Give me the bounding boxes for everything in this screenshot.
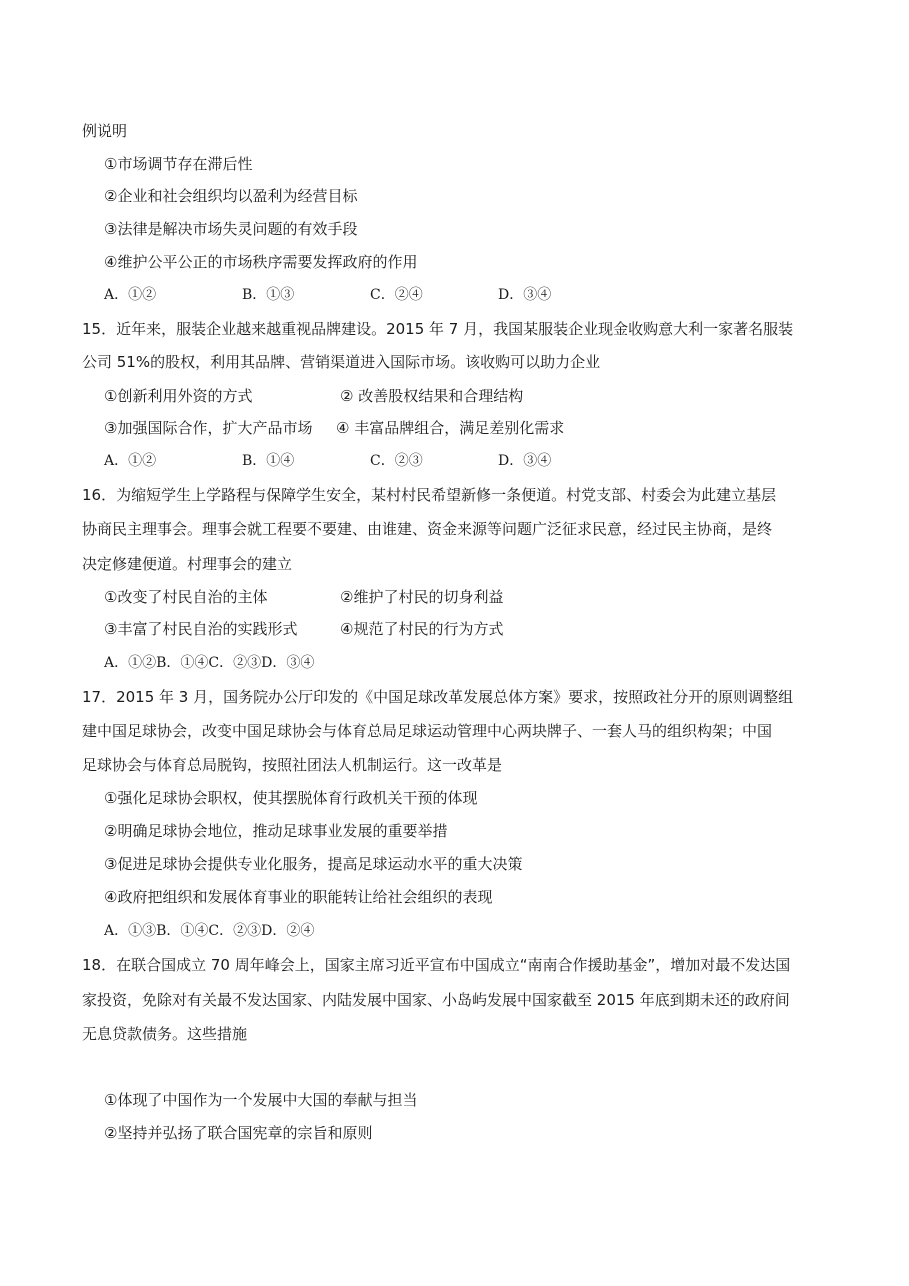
answer-item: ②维护了村民的切身利益 <box>340 588 504 606</box>
question-stem: 建中国足球协会，改变中国足球协会与体育总局足球运动管理中心两块牌子、一套人马的组织构架；中国 <box>82 722 773 740</box>
question-stem: 15．近年来，服装企业越来越重视品牌建设。2015 年 7 月，我国某服装企业现金收购意大利一家著名服装 <box>82 320 794 338</box>
choice-row: A．①②B．①④C．②③D．③④ <box>104 655 315 671</box>
answer-item: ③法律是解决市场失灵问题的有效手段 <box>104 220 358 238</box>
choice-option: B．①④ <box>242 453 295 469</box>
answer-item: ②明确足球协会地位，推动足球事业发展的重要举措 <box>104 822 448 840</box>
answer-item: ③促进足球协会提供专业化服务，提高足球运动水平的重大决策 <box>104 855 523 873</box>
question-stem: 家投资，免除对有关最不发达国家、内陆发展中国家、小岛屿发展中国家截至 2015 年底到期未还的政府间 <box>82 991 790 1009</box>
question-stem: 决定修建便道。村理事会的建立 <box>82 555 293 573</box>
choice-option: D．③④ <box>498 287 552 303</box>
answer-item: ③丰富了村民自治的实践形式 <box>104 620 298 638</box>
question-stem: 16．为缩短学生上学路程与保障学生安全，某村村民希望新修一条便道。村党支部、村委会为此建立基层 <box>82 486 777 504</box>
question-stem: 17．2015 年 3 月，国务院办公厅印发的《中国足球改革发展总体方案》要求，按照政社分开的原则调整组 <box>82 688 794 706</box>
answer-item: ①改变了村民自治的主体 <box>104 588 268 606</box>
choice-option: D．③④ <box>498 453 552 469</box>
choice-option: C．②④ <box>370 287 423 303</box>
answer-item: ④ 丰富品牌组合，满足差别化需求 <box>336 419 565 437</box>
answer-item: ④维护公平公正的市场秩序需要发挥政府的作用 <box>104 253 418 271</box>
question-stem: 足球协会与体育总局脱钩，按照社团法人机制运行。这一改革是 <box>82 756 503 774</box>
answer-item: ①创新利用外资的方式 <box>104 387 253 405</box>
choice-option: B．①③ <box>242 287 295 303</box>
question-stem: 18．在联合国成立 70 周年峰会上，国家主席习近平宣布中国成立“南南合作援助基金”，增加对最不发达国 <box>82 956 791 974</box>
question-stem: 公司 51%的股权，利用其品牌、营销渠道进入国际市场。该收购可以助力企业 <box>82 353 601 371</box>
answer-item: ①体现了中国作为一个发展中大国的奉献与担当 <box>104 1091 418 1109</box>
question-stem: 无息贷款债务。这些措施 <box>82 1025 248 1043</box>
answer-item: ② 改善股权结果和合理结构 <box>340 387 524 405</box>
answer-item: ③加强国际合作，扩大产品市场 <box>104 419 313 437</box>
answer-item: ④规范了村民的行为方式 <box>340 620 504 638</box>
answer-item: ②企业和社会组织均以盈利为经营目标 <box>104 187 358 205</box>
question-stem-continuation: 例说明 <box>82 122 128 140</box>
choice-option: C．②③ <box>370 453 423 469</box>
question-stem: 协商民主理事会。理事会就工程要不要建、由谁建、资金来源等问题广泛征求民意，经过民主协商，是终 <box>82 520 773 538</box>
choice-option: A．①② <box>104 453 157 469</box>
answer-item: ①市场调节存在滞后性 <box>104 155 253 173</box>
answer-item: ④政府把组织和发展体育事业的职能转让给社会组织的表现 <box>104 888 493 906</box>
choice-option: A．①② <box>104 287 157 303</box>
choice-row: A．①③B．①④C．②③D．②④ <box>104 923 315 939</box>
answer-item: ②坚持并弘扬了联合国宪章的宗旨和原则 <box>104 1124 373 1142</box>
answer-item: ①强化足球协会职权，使其摆脱体育行政机关干预的体现 <box>104 789 478 807</box>
